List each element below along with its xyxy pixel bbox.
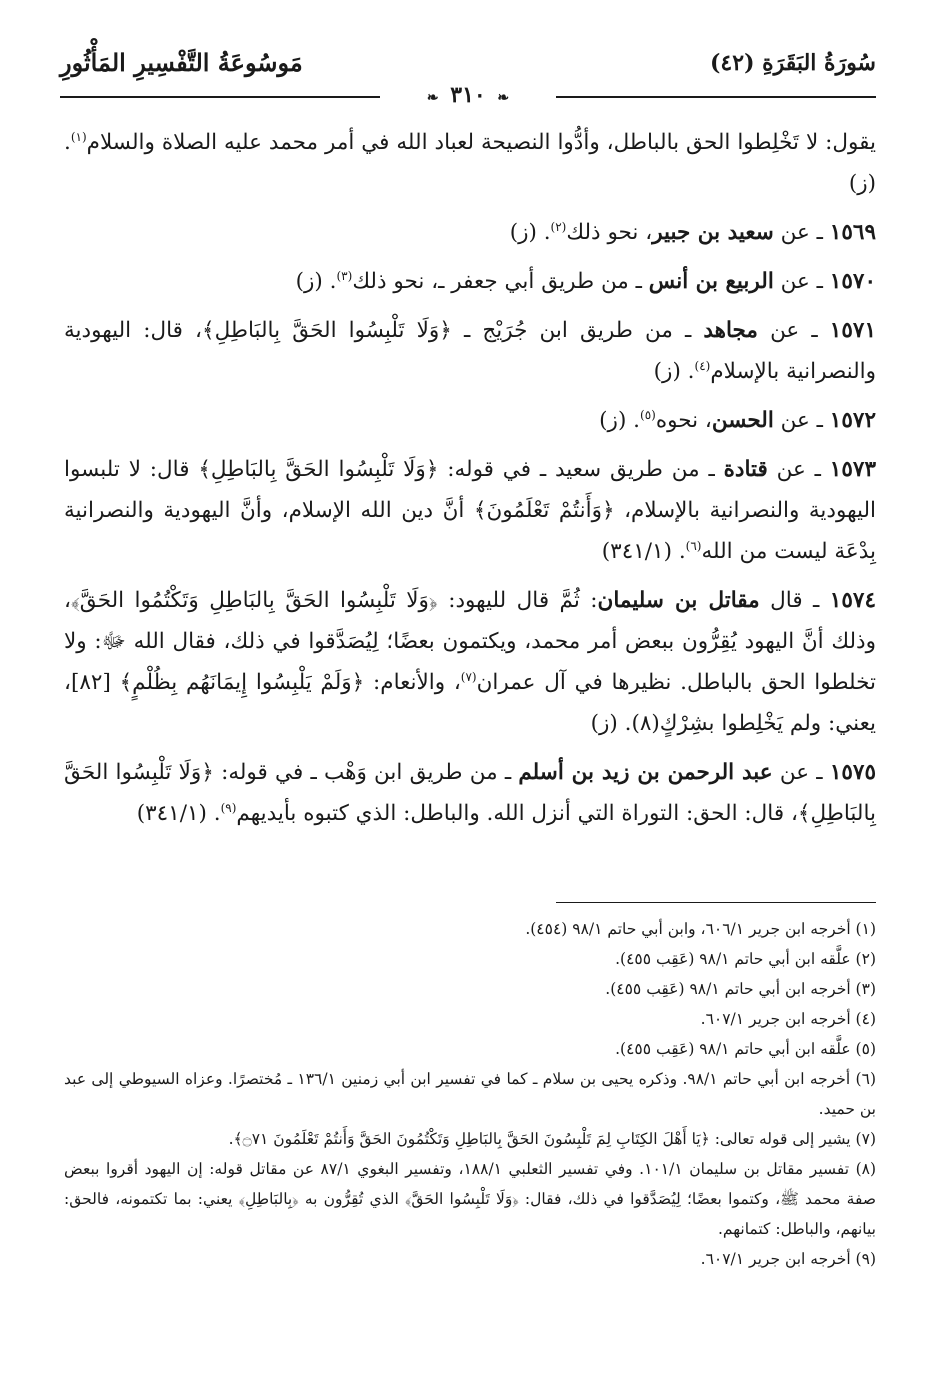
footnote-separator xyxy=(556,902,876,903)
paragraph-tail: . (ز) xyxy=(64,130,876,196)
paragraph-tail: ، والأنعام: ﴿وَلَمْ يَلْبِسُوا إِيمَانَهُم بِظُلْمٍ﴾ [٨٢]، يعني: ولم يَخْلِطوا بشِرْكٍ(٨). (ز) xyxy=(64,670,876,736)
narrator-name: قتادة xyxy=(723,457,768,482)
footnote-6: (٦) أخرجه ابن أبي حاتم ٩٨/١. وذكره يحيى بن سلام ـ كما في تفسير ابن أبي زمنين ١٣٦/١ ـ مُختصرًا. وعزاه السيوطي إلى عبد بن حميد. xyxy=(64,1070,876,1118)
paragraph-text: ، نحوه xyxy=(655,408,712,433)
footnote-7: (٧) يشير إلى قوله تعالى: ﴿يَا أَهْلَ الكِتَابِ لِمَ تَلْبِسُونَ الحَقَّ بِالبَاطِلِ وَتَكْتُمُونَ الحَقَّ وَأَنتُمْ تَعْلَمُونَ ۝٧١﴾. xyxy=(228,1130,876,1148)
footnote-ref[interactable]: (٤) xyxy=(694,358,711,373)
footnote-ref[interactable]: (٣) xyxy=(336,268,353,283)
ornament-icon: ❧ xyxy=(426,90,439,106)
narrator-name: عبد الرحمن بن زيد بن أسلم xyxy=(518,760,773,785)
footnote-4: (٤) أخرجه ابن جرير ٦٠٧/١. xyxy=(700,1010,876,1028)
narration-paragraph xyxy=(64,212,876,253)
narration-number: ١٥٧٢ xyxy=(829,408,876,433)
footnote-ref[interactable]: (٩) xyxy=(220,800,237,815)
footnote-5: (٥) علَّقه ابن أبي حاتم ٩٨/١ (عَقِب ٤٥٥). xyxy=(615,1040,876,1058)
footnote-ref[interactable]: (٧) xyxy=(460,669,477,684)
page-number: ٣١٠ xyxy=(450,82,486,108)
footnote-ref[interactable]: (٦) xyxy=(685,538,702,553)
paragraph-text: ـ من طريق أبي جعفر ـ، نحو ذلك xyxy=(352,269,649,294)
footnote-ref[interactable]: (٥) xyxy=(640,407,656,422)
paragraph-tail: . (ز) xyxy=(295,269,337,294)
paragraph-prefix: ـ عن xyxy=(757,318,830,343)
narration-number: ١٥٧١ xyxy=(829,318,876,343)
narration-number: ١٥٦٩ xyxy=(829,220,876,245)
narrator-name: الربيع بن أنس xyxy=(648,269,774,294)
paragraph-text: يقول: لا تَخْلِطوا الحق بالباطل، وأدُّوا النصيحة لعباد الله في أمر محمد عليه الصلاة والسلام xyxy=(86,130,876,155)
footnote-2: (٢) علَّقه ابن أبي حاتم ٩٨/١ (عَقِب ٤٥٥). xyxy=(615,950,876,968)
page-header xyxy=(60,44,876,108)
narrator-name: مقاتل بن سليمان xyxy=(597,588,760,613)
narration-paragraph xyxy=(64,400,876,441)
surah-heading: سُورَةُ البَقَرَةِ (٤٢) xyxy=(710,50,876,76)
paragraph-tail: . (٣٤١/١) xyxy=(136,801,221,826)
header-rule-left xyxy=(60,96,380,98)
narration-paragraph xyxy=(64,580,876,744)
footnote-ref[interactable]: (٢) xyxy=(550,219,567,234)
footnote-3: (٣) أخرجه ابن أبي حاتم ٩٨/١ (عَقِب ٤٥٥). xyxy=(605,980,876,998)
narration-paragraph xyxy=(64,310,876,392)
ornament-icon: ❧ xyxy=(497,90,510,106)
paragraph-text: : ثُمَّ قال لليهود: ﴿وَلَا تَلْبِسُوا الحَقَّ بِالبَاطِلِ وَتَكْتُمُوا الحَقَّ﴾، وذلك أنَّ اليهود يُقِرُّون ببعض أمر محمد، ويكتمون بعضًا؛ لِيُصَدَّقوا في ذلك، فقال الله ﷻ: ولا تخلطوا الحق بالباطل. نظيرها في آل عمران xyxy=(64,588,876,695)
paragraph-tail: . (٣٤١/١) xyxy=(601,539,686,564)
footnote-1: (١) أخرجه ابن جرير ٦٠٦/١، وابن أبي حاتم ٩٨/١ (٤٥٤). xyxy=(525,920,876,938)
main-text xyxy=(64,122,876,842)
paragraph-prefix: ـ عن xyxy=(772,760,830,785)
narrator-name: الحسن xyxy=(711,408,774,433)
paragraph-prefix: ـ قال xyxy=(759,588,830,613)
paragraph-tail: . (ز) xyxy=(509,220,551,245)
footnote-ref[interactable]: (١) xyxy=(70,129,87,144)
page-number-box xyxy=(413,82,523,108)
paragraph-text: ـ من طريق ابن جُرَيْج ـ ﴿وَلَا تَلْبِسُوا الحَقَّ بِالبَاطِلِ﴾، قال: اليهودية والنصرانية بالإسلام xyxy=(64,318,876,384)
narrator-name: مجاهد xyxy=(703,318,758,343)
narration-paragraph xyxy=(64,261,876,302)
paragraph-prefix: ـ عن xyxy=(767,457,830,482)
narration-paragraph xyxy=(64,449,876,572)
narration-paragraph xyxy=(64,122,876,204)
paragraph-prefix: ـ عن xyxy=(773,408,830,433)
narration-number: ١٥٧٠ xyxy=(829,269,876,294)
narration-paragraph xyxy=(64,752,876,834)
paragraph-prefix: ـ عن xyxy=(773,220,830,245)
narration-number: ١٥٧٣ xyxy=(829,457,876,482)
narrator-name: سعيد بن جبير xyxy=(652,220,774,245)
footnotes-section xyxy=(64,914,876,1274)
paragraph-prefix: ـ عن xyxy=(773,269,830,294)
paragraph-text: ـ من طريق سعيد ـ في قوله: ﴿وَلَا تَلْبِسُوا الحَقَّ بِالبَاطِلِ﴾ قال: لا تلبسوا اليهودية والنصرانية بالإسلام، ﴿وَأَنتُمْ تَعْلَمُونَ﴾ أنَّ دين الله الإسلام، وأنَّ اليهودية والنصرانية بِدْعَة ليست من الله xyxy=(64,457,876,564)
footnote-9: (٩) أخرجه ابن جرير ٦٠٧/١. xyxy=(700,1250,876,1268)
paragraph-tail: . (ز) xyxy=(653,359,695,384)
paragraph-text: ، نحو ذلك xyxy=(566,220,653,245)
footnote-8: (٨) تفسير مقاتل بن سليمان ١٠١/١. وفي تفسير الثعلبي ١٨٨/١، وتفسير البغوي ٨٧/١ عن مقاتل قوله: إن اليهود أقروا ببعض صفة محمد ﷺ، وكتموا بعضًا؛ لِيُصَدَّقوا في ذلك، فقال: ﴿وَلَا تَلْبِسُوا الحَقَّ﴾ الذي تُقِرُّون به ﴿بِالبَاطِلِ﴾ يعني: بما تكتمونه، فالحق: بيانهم، والباطل: كتمانهم. xyxy=(64,1160,877,1238)
book-title: مَوسُوعَةُ التَّفْسِيرِ المَأْثُورِ xyxy=(60,48,303,77)
paragraph-text: ـ من طريق ابن وَهْب ـ في قوله: ﴿وَلَا تَلْبِسُوا الحَقَّ بِالبَاطِلِ﴾، قال: الحق: التوراة التي أنزل الله. والباطل: الذي كتبوه بأيديهم xyxy=(64,760,876,826)
narration-number: ١٥٧٥ xyxy=(829,760,877,785)
paragraph-tail: . (ز) xyxy=(599,408,640,433)
narration-number: ١٥٧٤ xyxy=(829,588,876,613)
header-rule-right xyxy=(556,96,876,98)
